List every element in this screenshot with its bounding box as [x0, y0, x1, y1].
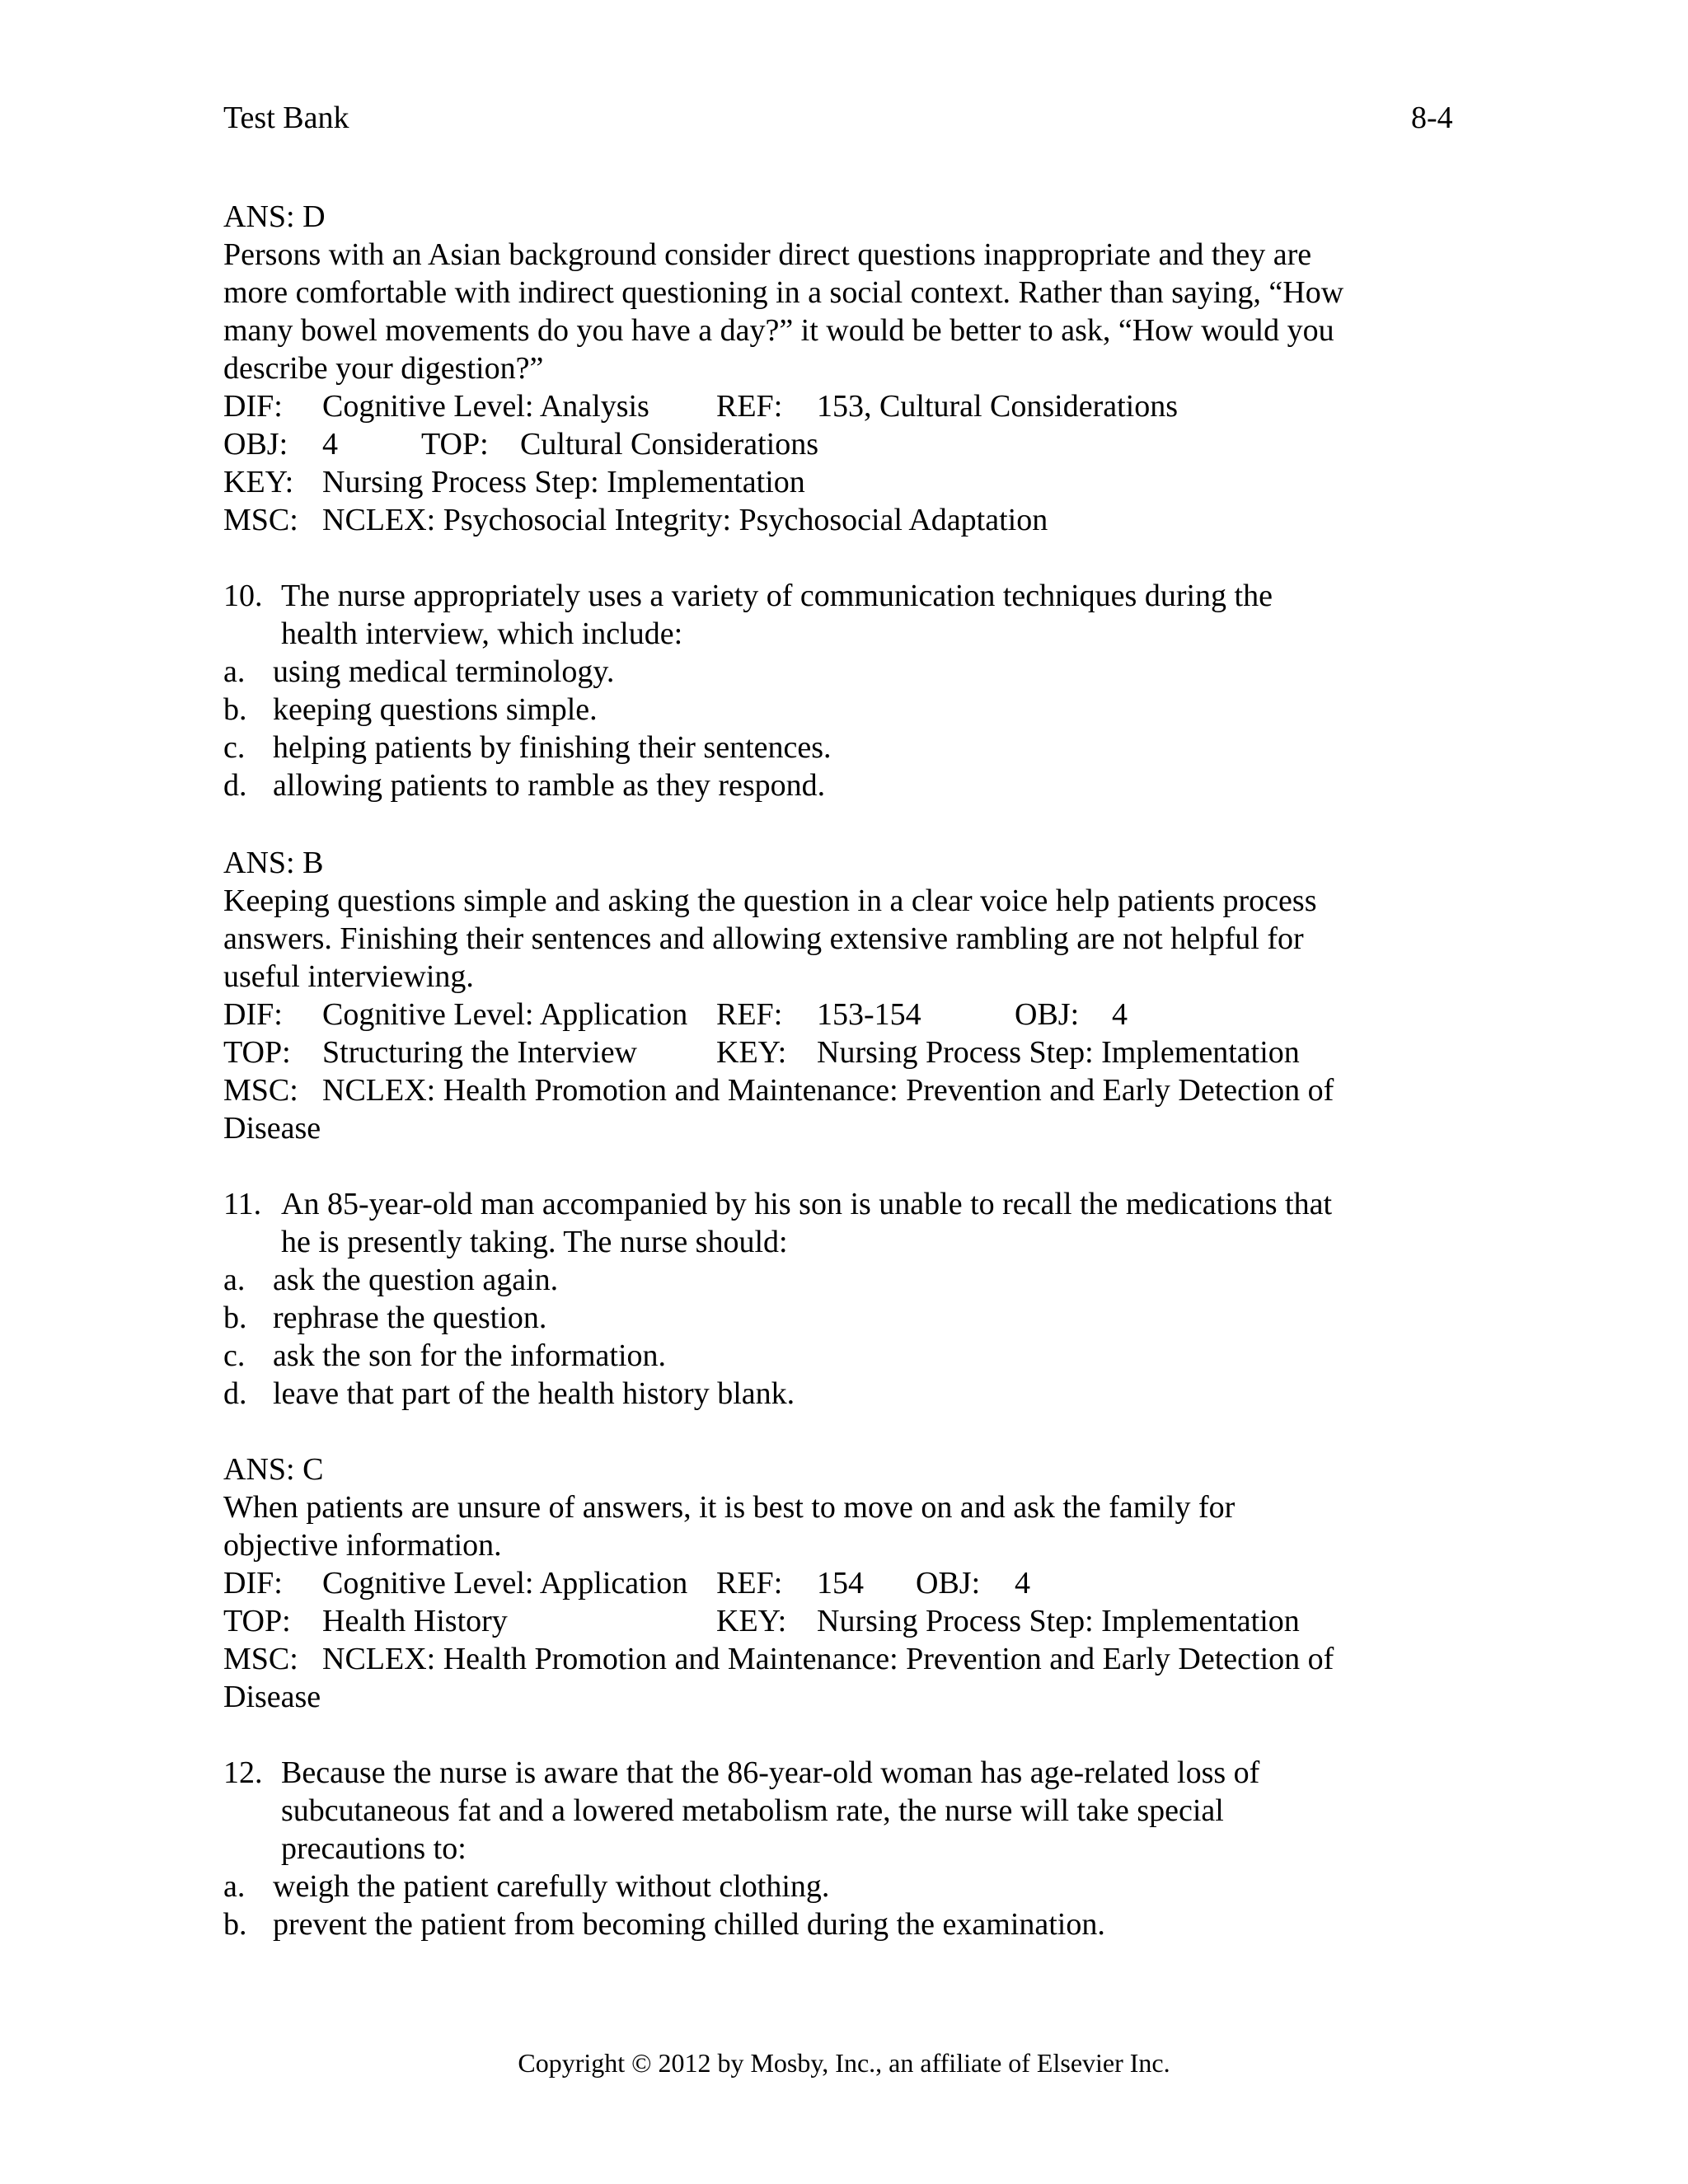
top-value: Cultural Considerations	[520, 427, 819, 462]
key-label: KEY:	[716, 1604, 787, 1638]
dif-value: Cognitive Level: Analysis	[322, 389, 649, 424]
rationale-line: many bowel movements do you have a day?” it would be better to ask, “How would you	[223, 313, 1334, 348]
msc-value: NCLEX: Health Promotion and Maintenance: Prevention and Early Detection of	[322, 1642, 1334, 1676]
option-a	[223, 1261, 1443, 1299]
msc-continued: Disease	[223, 1680, 321, 1714]
page-header-title: Test Bank	[223, 101, 349, 135]
key-label: KEY:	[716, 1035, 787, 1070]
option-b	[223, 1905, 1443, 1943]
question-text: The nurse appropriately uses a variety of communication techniques during the	[281, 579, 1273, 613]
meta-msc	[223, 501, 1443, 539]
option-letter: b.	[223, 692, 247, 727]
obj-label: OBJ:	[1015, 997, 1080, 1032]
option-text: prevent the patient from becoming chilled during the examination.	[273, 1907, 1105, 1942]
ref-label: REF:	[716, 389, 783, 424]
ref-label: REF:	[716, 997, 783, 1032]
key-value: Nursing Process Step: Implementation	[817, 1035, 1300, 1070]
answer-block-9	[223, 198, 1443, 539]
ref-value: 154	[817, 1566, 864, 1601]
question-12	[223, 1754, 1443, 1943]
ref-value: 153, Cultural Considerations	[817, 389, 1179, 424]
answer-block-10	[223, 844, 1443, 1147]
obj-value: 4	[1112, 997, 1128, 1032]
question-number: 11.	[223, 1187, 262, 1221]
rationale-line: useful interviewing.	[223, 959, 474, 994]
msc-value: NCLEX: Psychosocial Integrity: Psychosocial Adaptation	[322, 503, 1048, 537]
option-text: weigh the patient carefully without clothing.	[273, 1869, 830, 1904]
option-text: using medical terminology.	[273, 654, 615, 689]
obj-label: OBJ:	[916, 1566, 981, 1601]
meta-key	[223, 463, 1443, 501]
option-c	[223, 1337, 1443, 1375]
dif-label: DIF:	[223, 389, 283, 424]
obj-value: 4	[322, 427, 338, 462]
dif-value: Cognitive Level: Application	[322, 1566, 688, 1601]
msc-label: MSC:	[223, 503, 298, 537]
question-11	[223, 1185, 1443, 1413]
option-text: rephrase the question.	[273, 1301, 547, 1335]
option-d	[223, 766, 1443, 804]
obj-value: 4	[1015, 1566, 1030, 1601]
question-stem	[223, 1754, 1443, 1792]
meta-dif-ref-obj	[223, 996, 1443, 1033]
question-text-continued: he is presently taking. The nurse should:	[281, 1225, 788, 1259]
top-label: TOP:	[421, 427, 489, 462]
top-value: Structuring the Interview	[322, 1035, 638, 1070]
question-number: 10.	[223, 579, 263, 613]
option-letter: b.	[223, 1907, 247, 1942]
option-letter: d.	[223, 768, 247, 803]
meta-dif-ref-obj	[223, 1564, 1443, 1602]
question-text: An 85-year-old man accompanied by his son is unable to recall the medications that	[281, 1187, 1333, 1221]
option-a	[223, 653, 1443, 691]
option-letter: d.	[223, 1376, 247, 1411]
key-value: Nursing Process Step: Implementation	[322, 465, 805, 499]
option-letter: a.	[223, 654, 246, 689]
option-d	[223, 1375, 1443, 1413]
msc-label: MSC:	[223, 1073, 298, 1108]
rationale-line: Persons with an Asian background consider direct questions inappropriate and they are	[223, 237, 1312, 272]
option-letter: b.	[223, 1301, 247, 1335]
dif-value: Cognitive Level: Application	[322, 997, 688, 1032]
option-text: helping patients by finishing their sentences.	[273, 730, 832, 765]
question-text: Because the nurse is aware that the 86-year-old woman has age-related loss of	[281, 1755, 1260, 1790]
option-c	[223, 729, 1443, 766]
option-text: leave that part of the health history blank.	[273, 1376, 795, 1411]
ref-value: 153-154	[817, 997, 921, 1032]
question-stem	[223, 577, 1443, 615]
rationale-line: describe your digestion?”	[223, 351, 544, 386]
meta-top-key	[223, 1602, 1443, 1640]
option-text: keeping questions simple.	[273, 692, 598, 727]
option-text: ask the question again.	[273, 1263, 559, 1297]
key-label: KEY:	[223, 465, 294, 499]
meta-dif-ref	[223, 387, 1443, 425]
question-number: 12.	[223, 1755, 263, 1790]
rationale-line: more comfortable with indirect questioning in a social context. Rather than saying, “How	[223, 275, 1344, 310]
option-b	[223, 691, 1443, 729]
rationale-line: objective information.	[223, 1528, 502, 1563]
answer-key: ANS: D	[223, 199, 326, 234]
obj-label: OBJ:	[223, 427, 288, 462]
option-letter: a.	[223, 1869, 246, 1904]
option-text: allowing patients to ramble as they respond.	[273, 768, 826, 803]
question-text-continued: subcutaneous fat and a lowered metabolism rate, the nurse will take special	[281, 1793, 1224, 1828]
meta-msc	[223, 1640, 1443, 1678]
rationale-line: answers. Finishing their sentences and allowing extensive rambling are not helpful for	[223, 921, 1304, 956]
option-b	[223, 1299, 1443, 1337]
answer-key: ANS: B	[223, 846, 324, 880]
option-a	[223, 1868, 1443, 1905]
rationale-line: When patients are unsure of answers, it is best to move on and ask the family for	[223, 1490, 1236, 1525]
dif-label: DIF:	[223, 1566, 283, 1601]
meta-msc	[223, 1071, 1443, 1109]
page-number: 8-4	[1411, 101, 1453, 135]
top-label: TOP:	[223, 1604, 291, 1638]
option-letter: a.	[223, 1263, 246, 1297]
answer-key: ANS: C	[223, 1452, 324, 1487]
meta-top-key	[223, 1033, 1443, 1071]
copyright-footer: Copyright © 2012 by Mosby, Inc., an affiliate of Elsevier Inc.	[518, 2048, 1170, 2078]
option-letter: c.	[223, 730, 246, 765]
question-text-continued: precautions to:	[281, 1831, 467, 1866]
top-value: Health History	[322, 1604, 508, 1638]
msc-value: NCLEX: Health Promotion and Maintenance: Prevention and Early Detection of	[322, 1073, 1334, 1108]
key-value: Nursing Process Step: Implementation	[817, 1604, 1300, 1638]
question-text-continued: health interview, which include:	[281, 616, 683, 651]
question-stem	[223, 1185, 1443, 1223]
msc-label: MSC:	[223, 1642, 298, 1676]
rationale-line: Keeping questions simple and asking the question in a clear voice help patients process	[223, 883, 1317, 918]
option-text: ask the son for the information.	[273, 1338, 667, 1373]
option-letter: c.	[223, 1338, 246, 1373]
dif-label: DIF:	[223, 997, 283, 1032]
answer-block-11	[223, 1451, 1443, 1716]
top-label: TOP:	[223, 1035, 291, 1070]
ref-label: REF:	[716, 1566, 783, 1601]
question-10	[223, 577, 1443, 804]
msc-continued: Disease	[223, 1111, 321, 1146]
meta-obj-top	[223, 425, 1443, 463]
